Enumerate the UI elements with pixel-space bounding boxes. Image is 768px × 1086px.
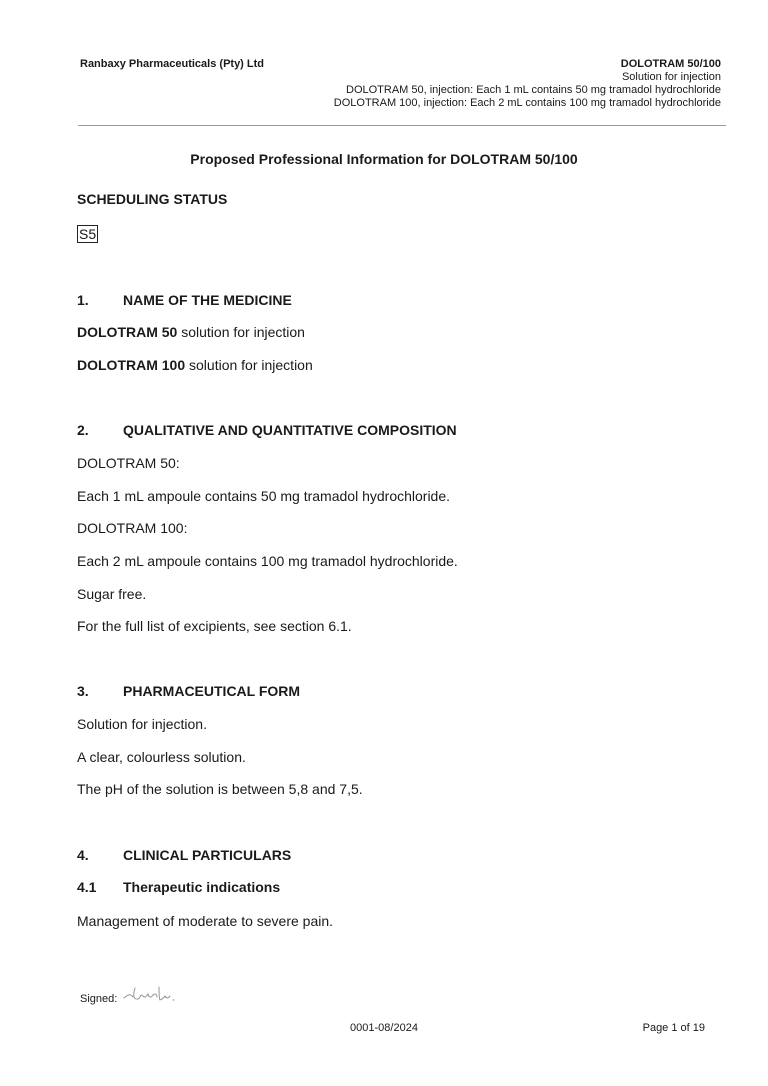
company-name: Ranbaxy Pharmaceuticals (Pty) Ltd: [80, 58, 265, 70]
composition-line: DOLOTRAM 50:: [77, 455, 180, 471]
section-2-number: 2.: [77, 422, 89, 438]
header-product-name: DOLOTRAM 50/100: [620, 58, 721, 70]
section-3-title: PHARMACEUTICAL FORM: [123, 683, 301, 699]
section-4-title: CLINICAL PARTICULARS: [123, 847, 292, 863]
medicine-name-50: [77, 324, 305, 340]
indication-text: Management of moderate to severe pain.: [77, 913, 334, 929]
section-2-heading: [77, 422, 457, 438]
composition-line: Each 2 mL ampoule contains 100 mg tramadol hydrochloride.: [77, 553, 458, 569]
section-1-heading: [77, 292, 292, 308]
signed-label: Signed:: [80, 993, 118, 1005]
form-line: Solution for injection.: [77, 716, 207, 732]
section-4-heading: [77, 847, 291, 863]
document-title: Proposed Professional Information for DOLOTRAM 50/100: [190, 151, 578, 167]
medicine-name-100: [77, 357, 313, 373]
form-line: A clear, colourless solution.: [77, 749, 246, 765]
section-4-1-number: 4.1: [77, 879, 97, 895]
header-divider: [78, 125, 726, 126]
composition-line: Each 1 mL ampoule contains 50 mg tramadol hydrochloride.: [77, 488, 451, 504]
header-strength-100: DOLOTRAM 100, injection: Each 2 mL contains 100 mg tramadol hydrochloride: [333, 97, 721, 109]
scheduling-status-value: [77, 225, 98, 243]
composition-line: Sugar free.: [77, 586, 147, 602]
medicine-name-100-rest: solution for injection: [185, 357, 313, 373]
section-3-heading: [77, 683, 300, 699]
schedule-badge: S5: [79, 226, 97, 242]
medicine-name-50-bold: DOLOTRAM 50: [77, 324, 178, 340]
document-code: 0001-08/2024: [350, 1022, 418, 1034]
section-2-title: QUALITATIVE AND QUANTITATIVE COMPOSITION: [123, 422, 457, 438]
section-1-number: 1.: [77, 292, 89, 308]
section-1-title: NAME OF THE MEDICINE: [123, 292, 292, 308]
section-4-1-heading: [77, 879, 280, 895]
section-3-number: 3.: [77, 683, 89, 699]
medicine-name-100-bold: DOLOTRAM 100: [77, 357, 186, 373]
section-4-1-title: Therapeutic indications: [123, 879, 281, 895]
header-strength-50: DOLOTRAM 50, injection: Each 1 mL contains 50 mg tramadol hydrochloride: [346, 84, 721, 96]
medicine-name-50-rest: solution for injection: [177, 324, 305, 340]
page-number: Page 1 of 19: [642, 1022, 705, 1034]
header-product-form: Solution for injection: [621, 71, 721, 83]
signature-image: [122, 985, 178, 1007]
composition-line: For the full list of excipients, see section 6.1.: [77, 618, 352, 634]
header-product-info: [261, 58, 721, 110]
composition-line: DOLOTRAM 100:: [77, 520, 188, 536]
form-line: The pH of the solution is between 5,8 and 7,5.: [77, 781, 363, 797]
scheduling-status-heading: SCHEDULING STATUS: [77, 191, 228, 207]
section-4-number: 4.: [77, 847, 89, 863]
